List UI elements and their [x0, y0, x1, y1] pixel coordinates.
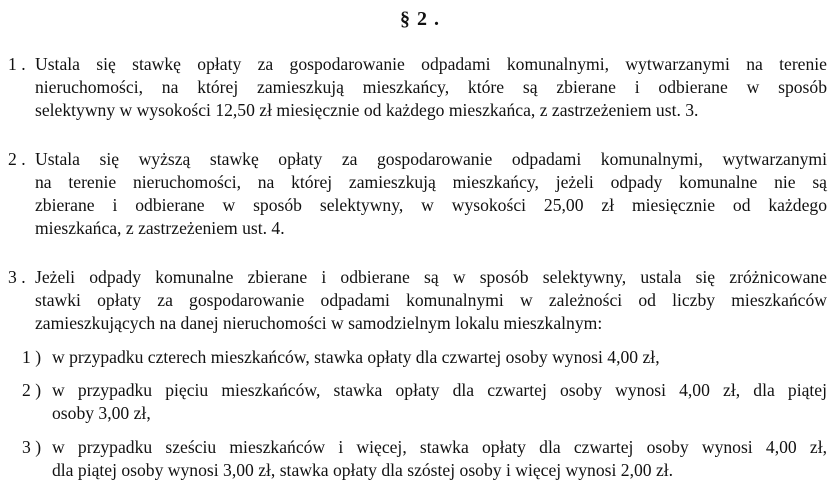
paragraph-number: 2 .: [8, 149, 26, 169]
text-line: Ustala się stawkę opłaty za gospodarowanie odpadami komunalnymi, wytwarzanymi na terenie: [35, 54, 827, 74]
text-line: Jeżeli odpady komunalne zbierane i odbierane są w sposób selektywny, ustala się zróżnicowane: [35, 267, 827, 287]
text-line: selektywny w wysokości 12,50 zł miesięcznie od każdego mieszkańca, z zastrzeżeniem ust. 3.: [35, 100, 699, 120]
paragraph-text: [35, 148, 827, 240]
subitem-text: [52, 436, 827, 482]
subitem-number: 3 ): [22, 437, 42, 457]
text-line: nieruchomości, na której zamieszkują mieszkańcy, które są zbierane i odbierane w sposób: [35, 77, 827, 97]
paragraph-text: [35, 53, 827, 122]
text-line: stawki opłaty za gospodarowanie odpadami komunalnymi w zależności od liczby mieszkańców: [35, 290, 827, 310]
text-line: zbierane i odbierane w sposób selektywny, w wysokości 25,00 zł miesięcznie od każdego: [35, 195, 827, 215]
text-line: dla piątej osoby wynosi 3,00 zł, stawka opłaty dla szóstej osoby i więcej wynosi 2,00 zł.: [52, 460, 674, 480]
text-line: osoby 3,00 zł,: [52, 403, 151, 423]
text-line: w przypadku sześciu mieszkańców i więcej, stawka opłaty dla czwartej osoby wynosi 4,00 zł,: [52, 437, 827, 457]
text-line: na terenie nieruchomości, na której zamieszkują mieszkańcy, jeżeli odpady komunalne nie są: [35, 172, 827, 192]
text-line: Ustala się wyższą stawkę opłaty za gospodarowanie odpadami komunalnymi, wytwarzanymi: [35, 149, 827, 169]
subitem-number: 1 ): [22, 347, 42, 367]
subitem-number: 2 ): [22, 380, 42, 400]
text-line: zamieszkujących na danej nieruchomości w samodzielnym lokalu mieszkalnym:: [35, 313, 603, 333]
text-line: w przypadku pięciu mieszkańców, stawka opłaty dla czwartej osoby wynosi 4,00 zł, dla piątej: [52, 380, 827, 400]
section-heading: § 2 .: [400, 8, 440, 30]
paragraph-text: [35, 266, 827, 335]
text-line: w przypadku czterech mieszkańców, stawka opłaty dla czwartej osoby wynosi 4,00 zł,: [52, 347, 660, 367]
subitem-text: [52, 346, 827, 369]
paragraph-number: 1 .: [8, 54, 26, 74]
paragraph-number: 3 .: [8, 267, 26, 287]
text-line: mieszkańca, z zastrzeżeniem ust. 4.: [35, 218, 285, 238]
subitem-text: [52, 379, 827, 425]
